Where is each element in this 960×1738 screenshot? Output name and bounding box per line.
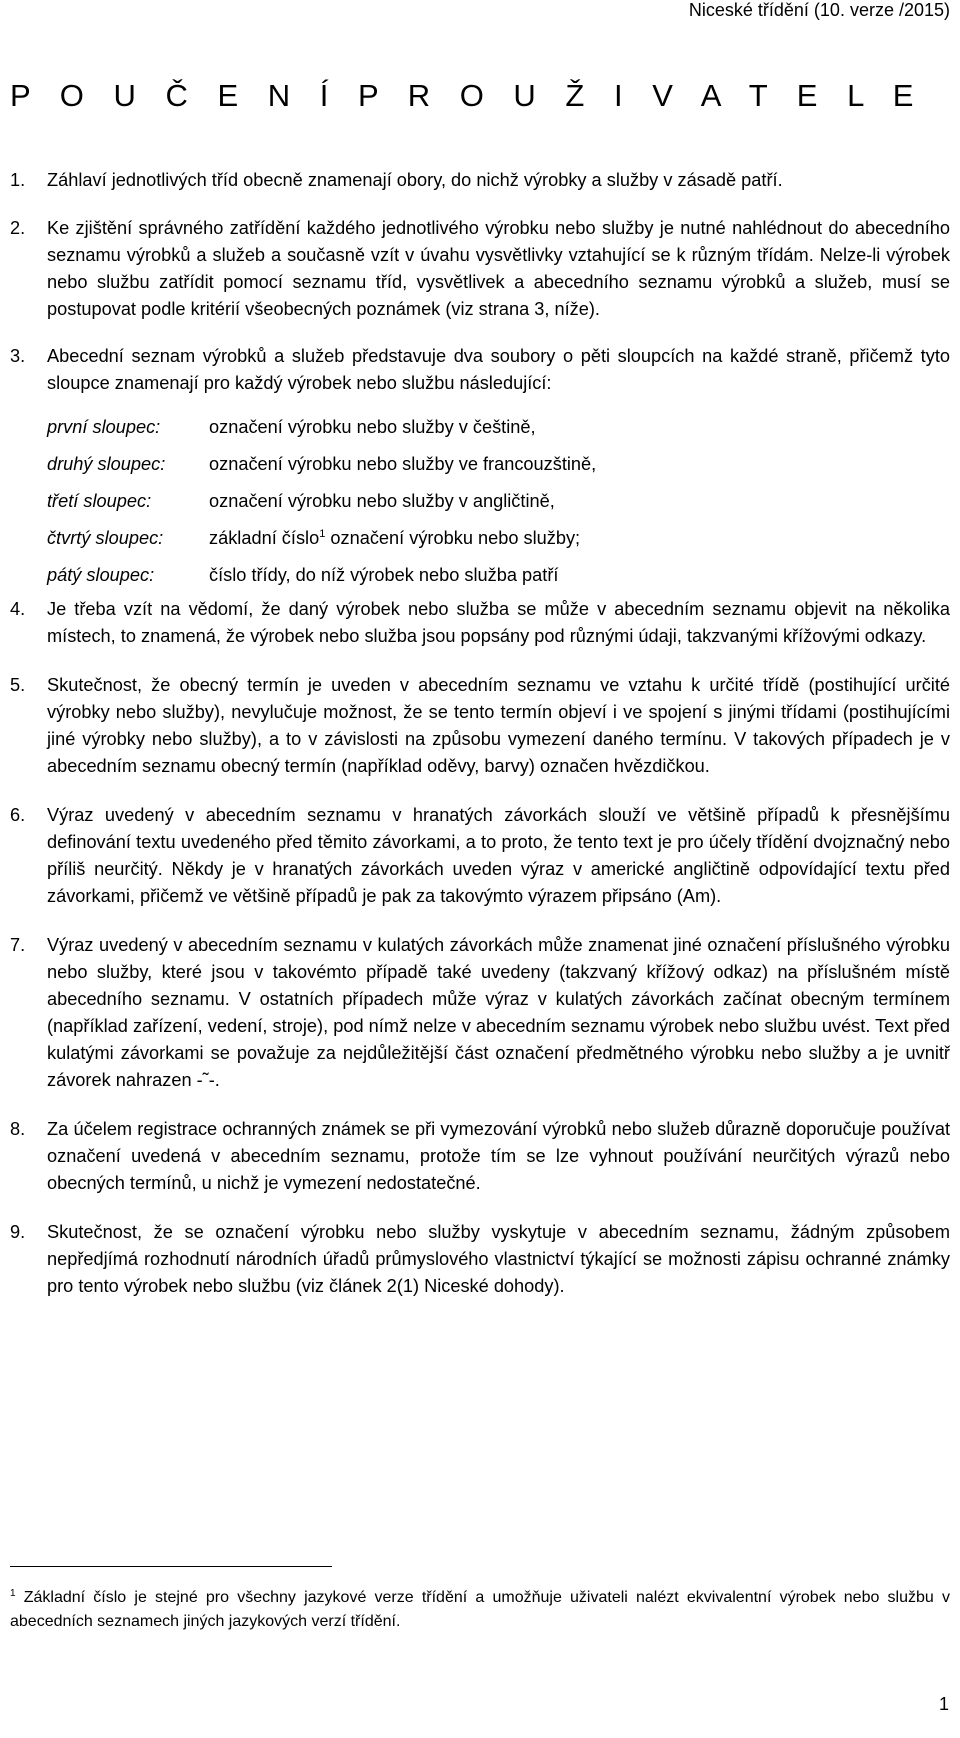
list-item-8: [10, 1116, 950, 1197]
list-item-6: [10, 802, 950, 910]
list-item-7: [10, 932, 950, 1094]
item-text: Abecední seznam výrobků a služeb představuje dva soubory o pěti sloupcích na každé straně, přičemž tyto sloupce znamenají pro každý výrobek nebo službu následující:: [47, 346, 950, 393]
item-number: 2.: [10, 218, 26, 238]
item-number: 5.: [10, 675, 26, 695]
item-text: Za účelem registrace ochranných známek se při vymezování výrobků nebo služeb důrazně doporučuje používat označení uvedená v abecedním seznamu, protože tím se lze vyhnout používání neurčitých výrazů nebo obecných termínů, u nichž je vymezení nedostatečné.: [47, 1119, 950, 1193]
item-text: Záhlaví jednotlivých tříd obecně znamenají obory, do nichž výrobky a služby v zásadě patří.: [47, 170, 783, 190]
instruction-list: [10, 167, 950, 1300]
list-item-3: [10, 343, 950, 594]
footnote-separator: [10, 1566, 332, 1567]
footnote: [10, 1586, 950, 1634]
list-item-2: [10, 215, 950, 323]
item-number: 3.: [10, 346, 26, 366]
list-item-4: [10, 596, 950, 650]
column-value: číslo třídy, do níž výrobek nebo služba patří: [209, 565, 559, 585]
footnote-mark: 1: [10, 1588, 16, 1599]
column-label: čtvrtý sloupec:: [47, 528, 164, 548]
column-label: první sloupec:: [47, 417, 161, 437]
running-header: Niceské třídění (10. verze /2015): [688, 0, 950, 20]
column-row: [47, 446, 950, 483]
column-label: druhý sloupec:: [47, 454, 166, 474]
column-definitions: [47, 409, 950, 594]
item-text: Výraz uvedený v abecedním seznamu v kulatých závorkách může znamenat jiné označení příslušného výrobku nebo služby, které jsou v takovémto případě také uvedeny (takzvaný křížový odkaz) na příslušném místě abecedního seznamu. V ostatních případech může výraz v kulatých závorkách začínat obecným termínem (například zařízení, vedení, stroje), pod nímž nelze v abecedním seznamu výrobek nebo službu uvést. Text před kulatými závorkami se považuje za nejdůležitější část označení předmětného výrobku nebo služby a je uvnitř závorek nahrazen -˜-.: [47, 935, 950, 1090]
footnote-reference: 1: [319, 528, 326, 540]
item-number: 9.: [10, 1222, 26, 1242]
list-item-5: [10, 672, 950, 780]
column-row: [47, 557, 950, 594]
column-value-text: základní číslo: [209, 528, 320, 548]
item-number: 4.: [10, 599, 26, 619]
column-row: [47, 409, 950, 446]
column-value: [209, 525, 580, 552]
column-value: označení výrobku nebo služby ve francouzštině,: [209, 454, 597, 474]
column-value: označení výrobku nebo služby v angličtině,: [209, 491, 555, 511]
column-row: [47, 520, 950, 557]
item-text: Ke zjištění správného zatřídění každého jednotlivého výrobku nebo služby je nutné nahlédnout do abecedního seznamu výrobků a služeb a současně vzít v úvahu vysvětlivky vztahující se k různým třídám. Nelze-li výrobek nebo službu zatřídit pomocí seznamu tříd, vysvětlivek a abecedního seznamu výrobků a služeb, musí se postupovat podle kritérií všeobecných poznámek (viz strana 3, níže).: [47, 218, 950, 319]
list-item-9: [10, 1219, 950, 1300]
column-value: označení výrobku nebo služby v češtině,: [209, 417, 536, 437]
item-number: 8.: [10, 1119, 26, 1139]
item-text: Skutečnost, že se označení výrobku nebo služby vyskytuje v abecedním seznamu, žádným způsobem nepředjímá rozhodnutí národních úřadů průmyslového vlastnictví týkající se možnosti zápisu ochranné známky pro tento výrobek nebo službu (viz článek 2(1) Niceské dohody).: [47, 1222, 950, 1296]
column-label: pátý sloupec:: [47, 565, 155, 585]
item-number: 1.: [10, 170, 26, 190]
item-number: 6.: [10, 805, 26, 825]
page-title: P O U Č E N Í P R O U Ž I V A T E L E: [10, 78, 924, 113]
footnote-text: Základní číslo je stejné pro všechny jazykové verze třídění a umožňuje uživateli nalézt ekvivalentní výrobek nebo službu v abecedních seznamech jiných jazykových verzí třídění.: [10, 1589, 950, 1630]
item-number: 7.: [10, 935, 26, 955]
column-row: [47, 483, 950, 520]
list-item-1: [10, 167, 950, 194]
column-value-text: označení výrobku nebo služby;: [325, 528, 581, 548]
item-text: Je třeba vzít na vědomí, že daný výrobek nebo služba se může v abecedním seznamu objevit na několika místech, to znamená, že výrobek nebo služba jsou popsány pod různými údaji, takzvanými křížovými odkazy.: [47, 599, 950, 646]
item-text: Výraz uvedený v abecedním seznamu v hranatých závorkách slouží ve většině případů k přesnějšímu definování textu uvedeného před těmito závorkami, a to proto, že tento text je pro účely třídění dvojznačný nebo příliš neurčitý. Někdy je v hranatých závorkách uveden výraz v americké angličtině odpovídající textu před závorkami, přičemž ve většině případů je pak za takovýmto výrazem připsáno (Am).: [47, 805, 950, 906]
column-label: třetí sloupec:: [47, 491, 152, 511]
page-number: 1: [938, 1694, 949, 1714]
item-text: Skutečnost, že obecný termín je uveden v abecedním seznamu ve vztahu k určité třídě (postihující určité výrobky nebo služby), nevylučuje možnost, že se tento termín objeví i ve spojení s jinými třídami (postihujícími jiné výrobky nebo služby), a to v závislosti na způsobu vymezení daného termínu. V takových případech je v abecedním seznamu obecný termín (například oděvy, barvy) označen hvězdičkou.: [47, 675, 950, 776]
